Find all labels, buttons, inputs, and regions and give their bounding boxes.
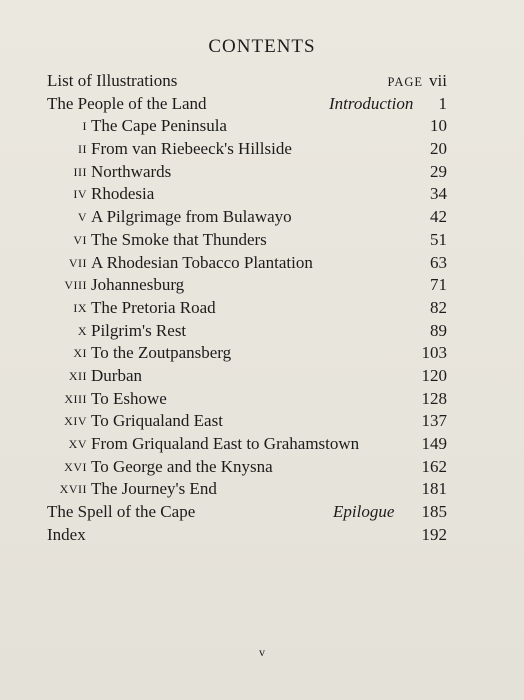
toc-page: 128: [421, 388, 447, 408]
toc-row-chapter: [47, 252, 447, 275]
toc-page: 1: [438, 93, 447, 113]
toc-row-chapter: [47, 456, 447, 479]
chapter-title: Northwards: [91, 161, 172, 181]
chapter-number: IX: [73, 300, 87, 315]
chapter-title: To George and the Knysna: [91, 456, 273, 476]
toc-row-chapter: [47, 161, 447, 184]
chapter-number: XVI: [64, 459, 87, 474]
toc-page: 42: [430, 207, 447, 227]
chapter-title: A Rhodesian Tobacco Plantation: [91, 252, 313, 272]
toc-page: 137: [421, 411, 447, 431]
toc-row-chapter: [47, 297, 447, 320]
toc-row-chapter: [47, 433, 447, 456]
page-number: vii: [429, 71, 447, 90]
chapter-number: XII: [68, 368, 87, 383]
chapter-number: XVII: [59, 482, 87, 497]
chapter-number: XIII: [64, 391, 87, 406]
chapter-title: Pilgrim's Rest: [91, 320, 187, 340]
toc-page: 103: [421, 343, 447, 363]
toc-page: 185: [421, 502, 447, 522]
toc-row-chapter: [47, 138, 447, 161]
chapter-number: I: [82, 119, 87, 134]
toc-page: 89: [430, 320, 447, 340]
chapter-title: To Griqualand East: [91, 411, 223, 431]
toc-label: The Spell of the Cape: [47, 502, 196, 522]
chapter-title: From Griqualand East to Grahamstown: [91, 434, 360, 453]
chapter-title: A Pilgrimage from Bulawayo: [91, 207, 292, 227]
toc-page: [388, 70, 447, 94]
toc-page: 29: [430, 161, 447, 181]
toc-row-chapter: [47, 183, 447, 206]
chapter-title: To the Zoutpansberg: [91, 343, 232, 363]
chapter-title: The Journey's End: [91, 479, 217, 499]
chapter-title: Durban: [91, 365, 142, 385]
toc-row-chapter: [47, 342, 447, 365]
chapter-number: XV: [68, 437, 87, 451]
chapter-title: To Eshowe: [91, 388, 167, 408]
chapter-number: X: [77, 323, 87, 338]
chapter-number: III: [73, 164, 87, 179]
toc-row-chapter: [47, 229, 447, 252]
toc-row-index: [47, 524, 447, 547]
toc-page: 20: [430, 139, 447, 159]
toc-row-chapter: [47, 320, 447, 343]
toc-row-chapter: [47, 388, 447, 411]
chapter-number: VII: [68, 255, 87, 270]
toc-label: The People of the Land: [47, 93, 207, 113]
toc-label: Index: [47, 524, 86, 544]
toc-page: 162: [421, 456, 447, 476]
toc-note: Epilogue: [333, 502, 395, 522]
chapter-number: II: [78, 142, 87, 157]
chapter-title: The Smoke that Thunders: [91, 229, 267, 249]
chapter-title: Rhodesia: [91, 184, 155, 204]
toc-page: 63: [430, 252, 447, 272]
toc-page: 10: [430, 116, 447, 136]
toc-page: 181: [421, 479, 447, 499]
chapter-title: The Cape Peninsula: [91, 116, 227, 136]
chapter-number: VI: [73, 232, 87, 247]
toc-row-chapter: [47, 274, 447, 297]
toc-row-chapter: [47, 410, 447, 433]
toc-page: 34: [430, 184, 447, 204]
toc-note: Introduction: [329, 93, 414, 113]
toc-row-chapter: [47, 115, 447, 138]
toc-label: List of Illustrations: [47, 71, 178, 90]
toc-row-epilogue: [47, 501, 447, 524]
toc-row-chapter: [47, 365, 447, 388]
toc-row-illustrations: [47, 70, 447, 93]
toc-page: 51: [430, 229, 447, 249]
chapter-number: VIII: [64, 278, 87, 293]
toc-row-introduction: [47, 93, 447, 116]
page-word: PAGE: [387, 75, 424, 89]
chapter-number: IV: [73, 187, 87, 202]
contents-heading: CONTENTS: [208, 36, 316, 57]
page-folio: v: [259, 645, 265, 659]
chapter-number: V: [77, 210, 87, 225]
toc-row-chapter: [47, 206, 447, 229]
table-of-contents: [47, 70, 447, 546]
toc-page: 192: [421, 524, 447, 544]
chapter-number: XI: [73, 346, 87, 361]
chapter-title: From van Riebeeck's Hillside: [91, 139, 292, 159]
toc-page: 120: [421, 365, 447, 385]
toc-page: 82: [430, 297, 447, 317]
toc-page: 149: [421, 434, 447, 453]
chapter-number: XIV: [64, 414, 87, 429]
chapter-title: The Pretoria Road: [91, 297, 216, 317]
toc-page: 71: [430, 275, 447, 295]
toc-row-chapter: [47, 478, 447, 501]
chapter-title: Johannesburg: [91, 275, 185, 295]
